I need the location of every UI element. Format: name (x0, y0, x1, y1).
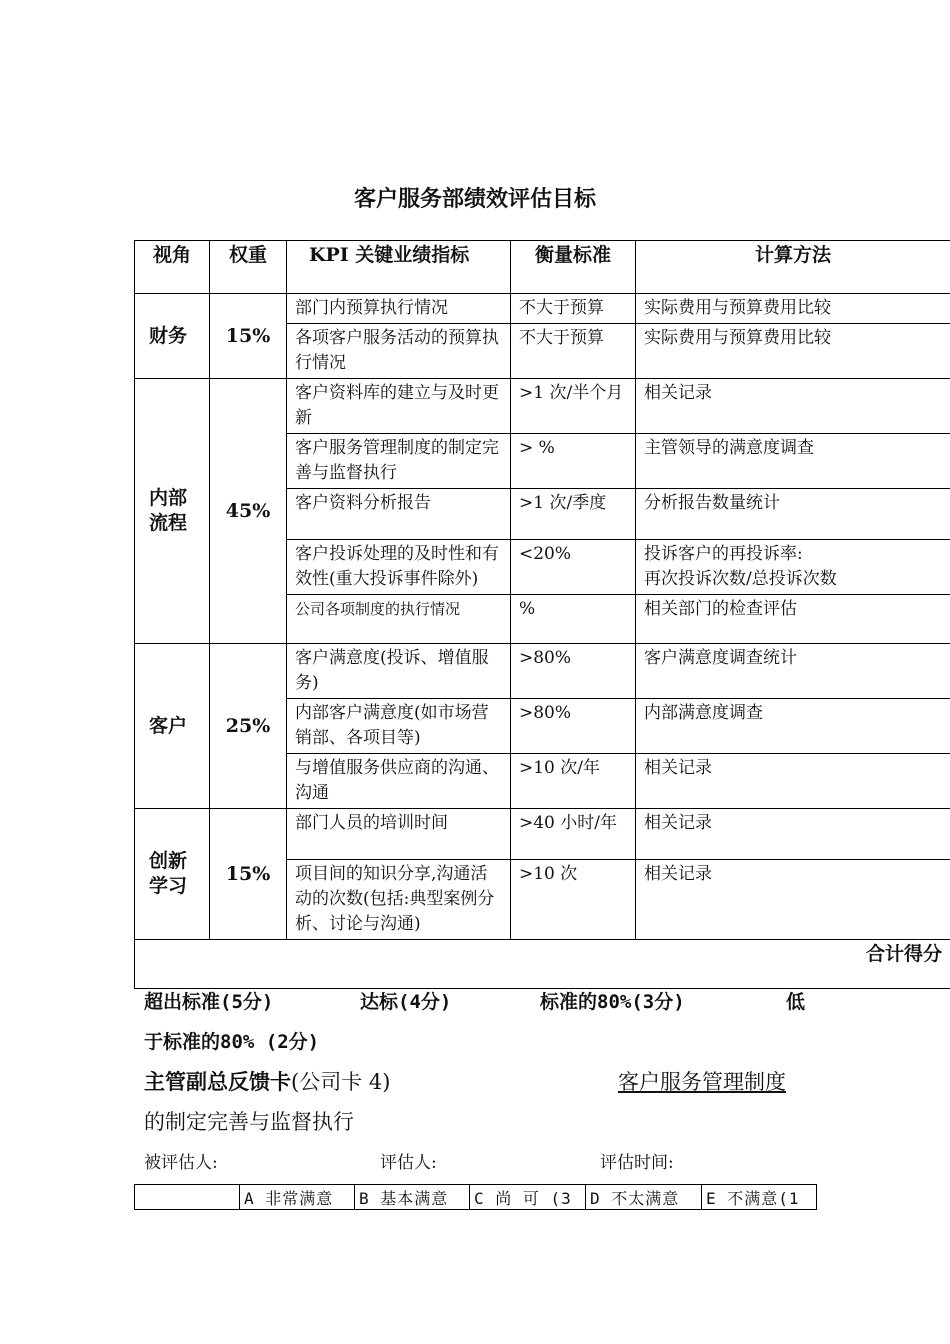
rating-c[interactable]: C 尚 可 (3 (470, 1185, 586, 1210)
method-cell: 相关记录 (636, 379, 950, 434)
header-kpi: KPI 关键业绩指标 (287, 241, 511, 294)
method-cell (636, 540, 950, 595)
weight-cell: 45% (210, 379, 287, 644)
weight-cell: 15% (210, 294, 287, 379)
scoring-scale (144, 982, 824, 1062)
kpi-cell: 部门内预算执行情况 (287, 294, 511, 324)
kpi-cell: 客户资料分析报告 (287, 489, 511, 540)
standard-cell: > % (511, 434, 636, 489)
card-title: 主管副总反馈卡 (144, 1069, 291, 1094)
rating-row (135, 1185, 817, 1210)
method-line: 再次投诉次数/总投诉次数 (644, 569, 837, 589)
standard-cell: <20% (511, 540, 636, 595)
table-header-row (135, 241, 950, 294)
kpi-cell: 客户投诉处理的及时性和有效性(重大投诉事件除外) (287, 540, 511, 595)
kpi-cell: 部门人员的培训时间 (287, 809, 511, 860)
category-cell: 财务 (135, 294, 210, 379)
method-cell: 内部满意度调查 (636, 699, 950, 754)
category-cell: 客户 (135, 644, 210, 809)
kpi-cell: 各项客户服务活动的预算执行情况 (287, 324, 511, 379)
method-cell: 相关记录 (636, 754, 950, 809)
card-topic: 客户服务管理制度 (618, 1070, 786, 1094)
rating-table (134, 1184, 817, 1210)
scale-80pct: 标准的80%(3分) (540, 991, 685, 1013)
rating-d[interactable]: D 不太满意 (586, 1185, 702, 1210)
kpi-cell: 客户服务管理制度的制定完善与监督执行 (287, 434, 511, 489)
method-line: 投诉客户的再投诉率: (644, 544, 803, 564)
method-cell: 分析报告数量统计 (636, 489, 950, 540)
evaluatee-label: 被评估人: (144, 1153, 218, 1173)
header-perspective: 视角 (135, 241, 210, 294)
scale-meet: 达标(4分) (360, 991, 452, 1013)
evaluator-label: 评估人: (380, 1153, 437, 1173)
kpi-cell: 内部客户满意度(如市场营销部、各项目等) (287, 699, 511, 754)
eval-time-label: 评估时间: (600, 1153, 674, 1173)
rating-e[interactable]: E 不满意(1 (702, 1185, 817, 1210)
scale-exceed: 超出标准(5分) (144, 991, 274, 1013)
scale-below-start: 低 (786, 991, 806, 1013)
scale-below: 于标准的80% (2分) (144, 1031, 320, 1053)
method-cell: 相关记录 (636, 860, 950, 940)
header-standard: 衡量标准 (511, 241, 636, 294)
total-label: 合计得分 (135, 940, 950, 989)
card-topic-cont: 的制定完善与监督执行 (144, 1110, 354, 1134)
rating-blank (135, 1185, 240, 1210)
feedback-card (144, 1062, 824, 1142)
method-cell: 相关部门的检查评估 (636, 595, 950, 644)
standard-cell: >1 次/半个月 (511, 379, 636, 434)
kpi-cell: 客户满意度(投诉、增值服务) (287, 644, 511, 699)
weight-cell: 25% (210, 644, 287, 809)
table-row (135, 379, 950, 434)
table-row (135, 294, 950, 324)
method-cell: 相关记录 (636, 809, 950, 860)
page-title: 客户服务部绩效评估目标 (353, 186, 596, 212)
rating-a[interactable]: A 非常满意 (240, 1185, 355, 1210)
kpi-cell: 项目间的知识分享,沟通活动的次数(包括:典型案例分析、讨论与沟通) (287, 860, 511, 940)
rating-b[interactable]: B 基本满意 (355, 1185, 470, 1210)
method-cell: 实际费用与预算费用比较 (636, 294, 950, 324)
standard-cell: >10 次 (511, 860, 636, 940)
standard-cell: 不大于预算 (511, 294, 636, 324)
category-cell: 创新学习 (135, 809, 210, 940)
card-suffix: (公司卡 4) (291, 1070, 391, 1094)
category-cell: 内部流程 (135, 379, 210, 644)
standard-cell: 不大于预算 (511, 324, 636, 379)
standard-cell: >1 次/季度 (511, 489, 636, 540)
standard-cell: >10 次/年 (511, 754, 636, 809)
standard-cell: >40 小时/年 (511, 809, 636, 860)
kpi-cell: 客户资料库的建立与及时更新 (287, 379, 511, 434)
kpi-table (134, 240, 950, 989)
table-row (135, 809, 950, 860)
kpi-cell: 与增值服务供应商的沟通、沟通 (287, 754, 511, 809)
kpi-cell: 公司各项制度的执行情况 (287, 595, 511, 644)
standard-cell: >80% (511, 699, 636, 754)
method-cell: 主管领导的满意度调查 (636, 434, 950, 489)
table-row (135, 644, 950, 699)
header-weight: 权重 (210, 241, 287, 294)
standard-cell: % (511, 595, 636, 644)
method-cell: 客户满意度调查统计 (636, 644, 950, 699)
weight-cell: 15% (210, 809, 287, 940)
method-cell: 实际费用与预算费用比较 (636, 324, 950, 379)
standard-cell: >80% (511, 644, 636, 699)
header-method: 计算方法 (636, 241, 950, 294)
